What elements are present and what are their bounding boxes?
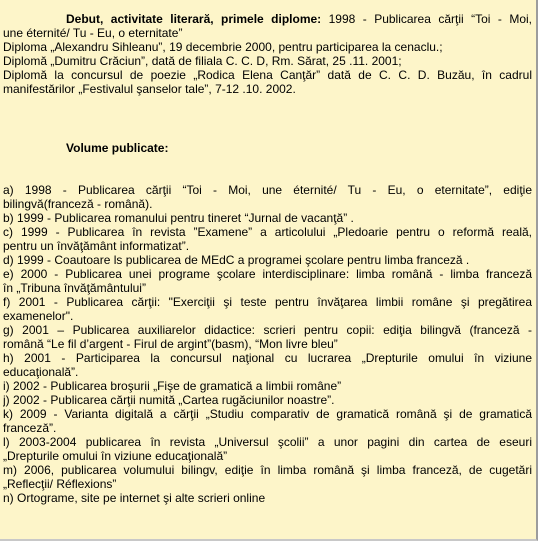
volume-line: franceză”. <box>3 421 57 435</box>
volume-line: l) 2003-2004 publicarea în revista „Universul şcolii” a unor pagini din cartea de eseuri <box>3 435 532 449</box>
debut-line-2: une éternité/ Tu - Eu, o eternitate” <box>3 26 183 40</box>
volume-line: pentru un învăţământ informatizat”. <box>3 239 190 253</box>
volume-line: n) Ortograme, site pe internet şi alte scrieri online <box>3 491 266 505</box>
volume-line: examenelor". <box>3 309 74 323</box>
volume-line: d) 1999 - Coautoare ls publicarea de MEdC a programei şcolare pentru limba franceză . <box>3 253 470 267</box>
volume-line: a) 1998 - Publicarea cărţii “Toi - Moi, une éternité/ Tu - Eu, o eternitate”, ediţie <box>3 183 532 197</box>
volume-line: m) 2006, publicarea volumului bilingv, ediţie în limba română şi limba franceză, de cugetări <box>3 463 532 477</box>
volume-line: „Reflecţii/ Réflexions” <box>3 477 117 491</box>
volume-line: f) 2001 - Publicarea cărţii: "Exerciţii şi teste pentru învăţarea limbii române şi pregătirea <box>3 295 532 309</box>
volume-line: b) 1999 - Publicarea romanului pentru tineret “Jurnal de vacanţă” . <box>3 211 354 225</box>
volume-line: în „Tribuna învăţământului” <box>3 281 146 295</box>
volume-heading: Volume publicate: <box>66 141 169 155</box>
debut-line-5: Diplomă la concursul de poezie „Rodica Elena Canţăr” dată de C. C. D. Buzău, în cadrul <box>3 68 532 82</box>
volume-line: română “Le fil d’argent - Firul de argint”(basm), “Mon livre bleu” <box>3 337 338 351</box>
volume-line: j) 2002 - Publicarea cărţii numită „Cartea rugăciunilor noastre”. <box>3 393 335 407</box>
spacer <box>3 169 532 183</box>
debut-line-3: Diploma „Alexandru Sihleanu”, 19 decembrie 2000, pentru participarea la cenaclu.; <box>3 40 443 54</box>
volume-line: h) 2001 - Participarea la concursul naţional cu lucrarea „Drepturile omului în viziune <box>3 351 532 365</box>
debut-heading: Debut, activitate literară, primele diplome: <box>66 12 322 26</box>
spacer <box>3 96 532 141</box>
volume-line: i) 2002 - Publicarea broşurii „Fişe de gramatică a limbii române” <box>3 379 342 393</box>
volume-line: c) 1999 - Publicarea în revista ”Examene” a articolului „Pledoarie pentru o reformă reală, <box>3 225 532 239</box>
debut-line-6: manifestărilor „Festivalul şanselor tale”, 7-12 .10. 2002. <box>3 82 296 96</box>
volume-line: educaţională”. <box>3 365 79 379</box>
debut-line-1 <box>3 12 532 26</box>
volume-line: g) 2001 – Publicarea auxiliarelor didactice: scrieri pentru copii: ediţia bilingvă (franceză - <box>3 323 532 337</box>
volume-line: bilingvă(franceză - română). <box>3 197 153 211</box>
debut-line-1-text: 1998 - Publicarea cărţii “Toi - Moi, <box>321 12 532 26</box>
document-content <box>3 12 532 505</box>
spacer <box>3 155 532 169</box>
volume-line: „Drepturile omului în viziune educaţională” <box>3 449 228 463</box>
volume-line: e) 2000 - Publicarea unei programe şcolare interdisciplinare: limba română - limba franceză <box>3 267 532 281</box>
volume-line: k) 2009 - Varianta digitală a cărţii „Studiu comparativ de gramatică română şi de gramatică <box>3 407 532 421</box>
debut-line-4: Diplomă „Dumitru Crăciun”, dată de filiala C. C. D, Rm. Sărat, 25 .11. 2001; <box>3 54 402 68</box>
